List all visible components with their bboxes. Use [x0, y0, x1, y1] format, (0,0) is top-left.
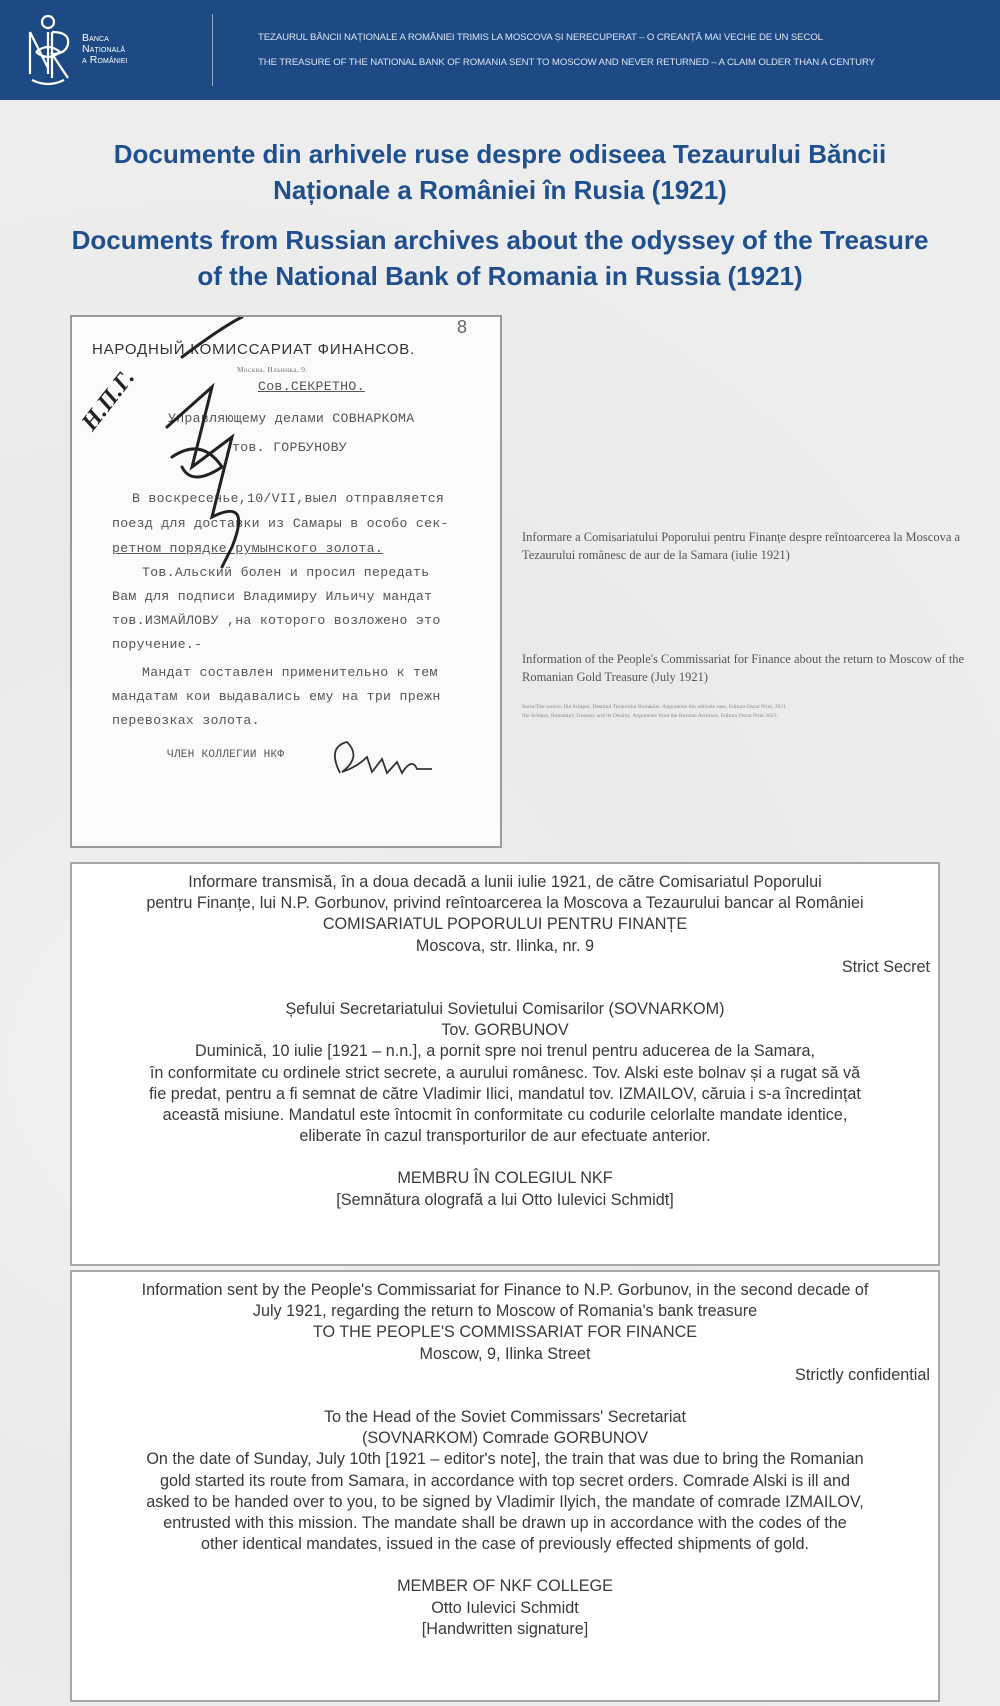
doc-line: Мандат составлен применительно к тем: [142, 665, 438, 680]
logo-line: Națională: [82, 43, 126, 55]
doc-classification: Сов.СЕКРЕТНО.: [258, 379, 365, 394]
intro-line: July 1921, regarding the return to Moscow of Romania's bank treasure: [252, 1302, 758, 1321]
source-line: Ilie Schipor, Romania's Treasury and its Destiny. Arguments from the Russian Archives, Editura Oscar Print 2023: [522, 713, 777, 719]
transcript-romanian: [70, 862, 940, 1266]
logo-line: a României: [82, 54, 128, 66]
organization: COMISARIATUL POPORULUI PENTRU FINANȚE: [322, 915, 688, 934]
body-line: Duminică, 10 iulie [1921 – n.n.], a pornit spre noi trenul pentru aducerea de la Samara,: [195, 1042, 815, 1061]
source-note: [522, 703, 992, 721]
title-line: Documente din arhivele ruse despre odiseea Tezaurului Băncii: [113, 139, 887, 169]
intro-line: pentru Finanțe, lui N.P. Gorbunov, privind reîntoarcerea la Moscova a Tezaurului bancar al României: [146, 894, 864, 913]
intro-line: Information sent by the People's Commissariat for Finance to N.P. Gorbunov, in the second decade of: [141, 1281, 869, 1299]
intro-line: Informare transmisă, în a doua decadă a lunii iulie 1921, de către Comisariatul Poporului: [188, 873, 822, 891]
title-line: Documents from Russian archives about the odyssey of the Treasure: [71, 225, 929, 255]
doc-line: Управляющему делами СОВНАРКОМА: [168, 411, 415, 426]
signatory: MEMBRU ÎN COLEGIUL NKF: [397, 1169, 613, 1188]
doc-line: тов.ИЗМАЙЛОВУ ,на которого возложено это: [112, 613, 441, 628]
classification: Strictly confidential: [795, 1365, 930, 1384]
archival-document-scan: [70, 315, 502, 848]
body-line: fie predat, pentru a fi semnat de către Vladimir Ilici, mandatul tov. IZMAILOV, căruia i s-a încredințat: [149, 1084, 861, 1103]
address: Moscova, str. Ilinka, nr. 9: [415, 936, 595, 955]
doc-line: поручение.-: [112, 637, 203, 652]
transcript-english: [70, 1270, 940, 1702]
body-line: eliberate în cazul transporturilor de aur efectuate anterior.: [299, 1127, 711, 1146]
tagline-ro: TEZAURUL BĂNCII NAȚIONALE A ROMÂNIEI TRIMIS LA MOSCOVA ȘI NERECUPERAT – O CREANȚĂ MAI VECHE DE UN SECOL: [258, 32, 823, 43]
body-line: gold started its route from Samara, in accordance with top secret orders. Comrade Alski is ill and: [159, 1471, 851, 1490]
doc-line: перевозках золота.: [112, 713, 260, 728]
title-line: Naționale a României în Rusia (1921): [273, 175, 727, 205]
source-line: Sursa/The source: Ilie Schipor, Destinul Tezaurului României. Argumente din arhivele ruse, Editura Oscar Print, 2021: [522, 704, 786, 710]
doc-line: поезд для доставки из Самары в особо сек-: [112, 516, 449, 531]
title-line: of the National Bank of Romania in Russia (1921): [197, 261, 803, 291]
site-header: [0, 0, 1000, 100]
page-title-en: [0, 222, 1000, 294]
signature-note: [Semnătura olografă a lui Otto Iulevici Schmidt]: [336, 1190, 674, 1209]
page-number: 8: [457, 317, 468, 337]
recipient-line: To the Head of the Soviet Commissars' Secretariat: [323, 1408, 687, 1427]
body-line: în conformitate cu ordinele strict secrete, a aurului românesc. Tov. Alski este bolnav și a rugat să vă: [149, 1063, 861, 1082]
margin-note: Н.П.Г.: [76, 364, 141, 436]
caption-en: Information of the People's Commissariat for Finance about the return to Moscow of the Romanian Gold Treasure (July 1921): [522, 652, 965, 684]
doc-letterhead: НАРОДНЫЙ КОМИССАРИАТ ФИНАНСОВ.: [92, 341, 416, 358]
doc-line: Вам для подписи Владимиру Ильичу мандат: [112, 589, 433, 604]
logo-line: Banca: [82, 32, 109, 44]
doc-address: Москва, Ильинка, 9.: [237, 365, 308, 374]
recipient-line: Șefului Secretariatului Sovietului Comisarilor (SOVNARKOM): [285, 1000, 725, 1019]
caption-ro: Informare a Comisariatului Poporului pentru Finanțe despre reîntoarcerea la Moscova a Tezaurului românesc de aur de la Samara (iulie 1921): [522, 530, 961, 562]
header-divider: [212, 14, 213, 86]
handwritten-marks: [72, 317, 502, 848]
recipient-line: Tov. GORBUNOV: [441, 1021, 569, 1040]
doc-line: В воскресенье,10/VII,выел отправляется: [132, 491, 445, 506]
body-line: această misiune. Mandatul este întocmit în conformitate cu codurile celorlalte mandate identice,: [162, 1106, 848, 1125]
body-line: On the date of Sunday, July 10th [1921 – editor's note], the train that was due to bring the Romanian: [146, 1450, 864, 1469]
doc-line: мандатам кои выдавались ему на три прежн: [112, 689, 441, 704]
recipient-line: (SOVNARKOM) Comrade GORBUNOV: [361, 1429, 649, 1448]
organization: TO THE PEOPLE'S COMMISSARIAT FOR FINANCE: [312, 1323, 698, 1342]
classification: Strict Secret: [841, 957, 930, 976]
body-line: entrusted with this mission. The mandate shall be drawn up in accordance with the codes of the: [163, 1514, 847, 1533]
signatory: MEMBER OF NKF COLLEGE: [397, 1577, 613, 1596]
body-line: asked to be handed over to you, to be signed by Vladimir Ilyich, the mandate of comrade IZMAILOV,: [146, 1492, 864, 1511]
signature-note: [Handwritten signature]: [421, 1619, 589, 1638]
doc-signatory: ЧЛЕН КОЛЛЕГИИ НКФ: [167, 749, 285, 761]
page-title-ro: [0, 136, 1000, 208]
body-line: other identical mandates, issued in the case of previously effected shipments of gold.: [201, 1535, 809, 1554]
doc-line: тов. ГОРБУНОВУ: [232, 440, 347, 455]
address: Moscow, 9, Ilinka Street: [419, 1344, 591, 1363]
bnr-logo: [22, 12, 74, 87]
doc-line: ретном порядке румынского золота.: [112, 541, 384, 556]
logo-text: [82, 33, 128, 66]
tagline-en: THE TREASURE OF THE NATIONAL BANK OF ROMANIA SENT TO MOSCOW AND NEVER RETURNED – A CLAIM OLDER THAN A CENTURY: [258, 57, 875, 68]
signer-name: Otto Iulevici Schmidt: [431, 1598, 579, 1617]
doc-line: Тов.Альский болен и просил передать: [142, 565, 430, 580]
